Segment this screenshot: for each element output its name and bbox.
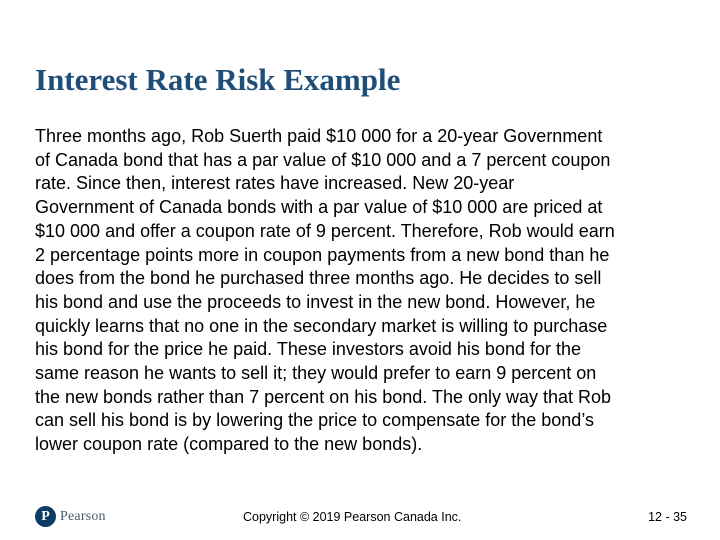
body-line: $10 000 and offer a coupon rate of 9 percent. Therefore, Rob would earn (35, 220, 615, 241)
body-line: the new bonds rather than 7 percent on his bond. The only way that Rob (35, 386, 612, 407)
body-line: rate. Since then, interest rates have increased. New 20-year (35, 173, 515, 194)
body-line: quickly learns that no one in the secondary market is willing to purchase (35, 315, 608, 336)
body-line: same reason he wants to sell it; they would prefer to earn 9 percent on (35, 363, 597, 384)
body-line: his bond and use the proceeds to invest in the new bond. However, he (35, 291, 596, 312)
body-line: lower coupon rate (compared to the new bonds). (35, 434, 423, 455)
body-line: Government of Canada bonds with a par value of $10 000 are priced at (35, 197, 603, 218)
slide-title: Interest Rate Risk Example (35, 62, 401, 97)
body-line: can sell his bond is by lowering the price to compensate for the bond’s (35, 410, 594, 431)
slide-number: 12 - 35 (648, 510, 687, 524)
pearson-logo-icon: P (35, 506, 56, 527)
pearson-logo-wordmark: Pearson (60, 508, 106, 524)
footer-copyright: Copyright © 2019 Pearson Canada Inc. (243, 510, 462, 524)
body-line: 2 percentage points more in coupon payments from a new bond than he (35, 244, 610, 265)
body-line: does from the bond he purchased three months ago. He decides to sell (35, 268, 602, 289)
body-line: Three months ago, Rob Suerth paid $10 000 for a 20-year Government (35, 126, 603, 146)
body-paragraph (35, 125, 695, 457)
pearson-logo (35, 506, 106, 527)
body-line: his bond for the price he paid. These investors avoid his bond for the (35, 339, 582, 360)
body-line: of Canada bond that has a par value of $10 000 and a 7 percent coupon (35, 149, 611, 170)
